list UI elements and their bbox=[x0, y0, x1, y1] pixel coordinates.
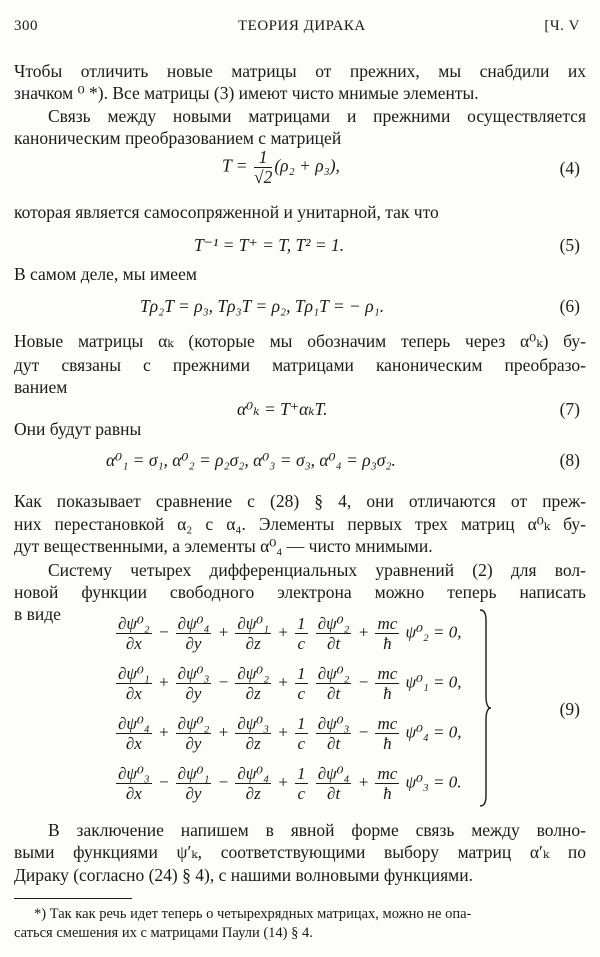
equation-4: T = $\frac{1}{√2}$ (ρ₂ + ρ₃), bbox=[222, 147, 340, 187]
system-row-1: $\frac{\text{∂ψ⁰₂}}{\partial x}$ − $\frac{\text{∂ψ⁰₄}}{\partial y}$ + $\frac{\text{∂ψ⁰₁}}{\partial z}$ + $\frac{1}{c}$ $\frac{\text{∂ψ⁰₂}}{\partial t}$ + $\frac{mc}{ħ}$ ψ⁰₂ = 0, bbox=[118, 614, 462, 653]
footnote-line: саться смешения их с матрицами Паули (14) § 4. bbox=[14, 925, 313, 941]
page-number: 300 bbox=[14, 18, 38, 34]
text-line: дут связаны с прежними матрицами каноническим преобразо- bbox=[14, 355, 586, 375]
equation-6: Tρ₂T = ρ₃, Tρ₃T = ρ₂, Tρ₁T = − ρ₁. bbox=[140, 296, 385, 316]
text-line: которая является самосопряженной и унитарной, так что bbox=[14, 202, 439, 222]
text-line: каноническим преобразованием с матрицей bbox=[14, 128, 342, 148]
equation-5: T⁻¹ = T⁺ = T, T² = 1. bbox=[194, 235, 345, 255]
equation-number: (5) bbox=[559, 235, 580, 255]
text-line: них перестановкой α₂ с α₄. Элементы первых трех матриц α⁰ₖ бу- bbox=[14, 514, 586, 534]
text-line: Дираку (согласно (24) § 4), с нашими волновыми функциями. bbox=[14, 865, 473, 885]
equation-number: (7) bbox=[559, 399, 580, 419]
text-line: В заключение напишем в явной форме связь между волно- bbox=[48, 820, 586, 840]
footnote-line: *) Так как речь идет теперь о четырехрядных матрицах, можно не опа- bbox=[34, 906, 472, 922]
text-line: Связь между новыми матрицами и прежними осуществляется bbox=[48, 106, 586, 126]
system-row-3: $\frac{\text{∂ψ⁰₄}}{\partial x}$ + $\frac{\text{∂ψ⁰₂}}{\partial y}$ + $\frac{\text{∂ψ⁰₃}}{\partial z}$ + $\frac{1}{c}$ $\frac{\text{∂ψ⁰₃}}{\partial t}$ − $\frac{mc}{ħ}$ ψ⁰₄ = 0, bbox=[118, 714, 462, 753]
text-line: Как показывает сравнение с (28) § 4, они отличаются от преж- bbox=[14, 491, 586, 511]
text-line: выми функциями ψ′ₖ, соответствующими выбору матриц α′ₖ по bbox=[14, 842, 586, 862]
footnote-divider bbox=[14, 898, 132, 899]
text-line: Новые матрицы αₖ (которые мы обозначим теперь через α⁰ₖ) бу- bbox=[14, 331, 586, 351]
text-line: Чтобы отличить новые матрицы от прежних, мы снабдили их bbox=[14, 61, 586, 81]
text-line: Систему четырех дифференциальных уравнений (2) для вол- bbox=[48, 560, 586, 580]
text-line: новой функции свободного электрона можно теперь написать bbox=[14, 582, 586, 602]
text-line: Они будут равны bbox=[14, 419, 142, 439]
equation-7: α⁰ₖ = T⁺αₖT. bbox=[237, 399, 328, 419]
equation-number: (9) bbox=[559, 699, 580, 719]
text-line: значком ⁰ *). Все матрицы (3) имеют чисто мнимые элементы. bbox=[14, 83, 479, 103]
running-title: ТЕОРИЯ ДИРАКА bbox=[238, 18, 366, 34]
equation-number: (6) bbox=[559, 296, 580, 316]
equation-number: (4) bbox=[559, 158, 580, 178]
system-row-2: $\frac{\text{∂ψ⁰₁}}{\partial x}$ + $\frac{\text{∂ψ⁰₃}}{\partial y}$ − $\frac{\text{∂ψ⁰₂}}{\partial z}$ + $\frac{1}{c}$ $\frac{\text{∂ψ⁰₂}}{\partial t}$ − $\frac{mc}{ħ}$ ψ⁰₁ = 0, bbox=[118, 664, 462, 703]
text-line: ванием bbox=[14, 377, 68, 397]
equation-number: (8) bbox=[559, 450, 580, 470]
chapter-label: [Ч. V bbox=[544, 18, 580, 34]
equation-8: α⁰₁ = σ₁, α⁰₂ = ρ₂σ₂, α⁰₃ = σ₃, α⁰₄ = ρ₃σ₂. bbox=[106, 450, 396, 470]
text-line: В самом деле, мы имеем bbox=[14, 264, 197, 284]
system-row-4: $\frac{\text{∂ψ⁰₃}}{\partial x}$ − $\frac{\text{∂ψ⁰₁}}{\partial y}$ − $\frac{\text{∂ψ⁰₄}}{\partial z}$ + $\frac{1}{c}$ $\frac{\text{∂ψ⁰₄}}{\partial t}$ + $\frac{mc}{ħ}$ ψ⁰₃ = 0. bbox=[118, 764, 462, 803]
text-line: в виде bbox=[14, 604, 61, 624]
right-brace-icon bbox=[478, 608, 492, 808]
text-line: дут вещественными, а элементы α⁰₄ — чисто мнимыми. bbox=[14, 536, 433, 556]
